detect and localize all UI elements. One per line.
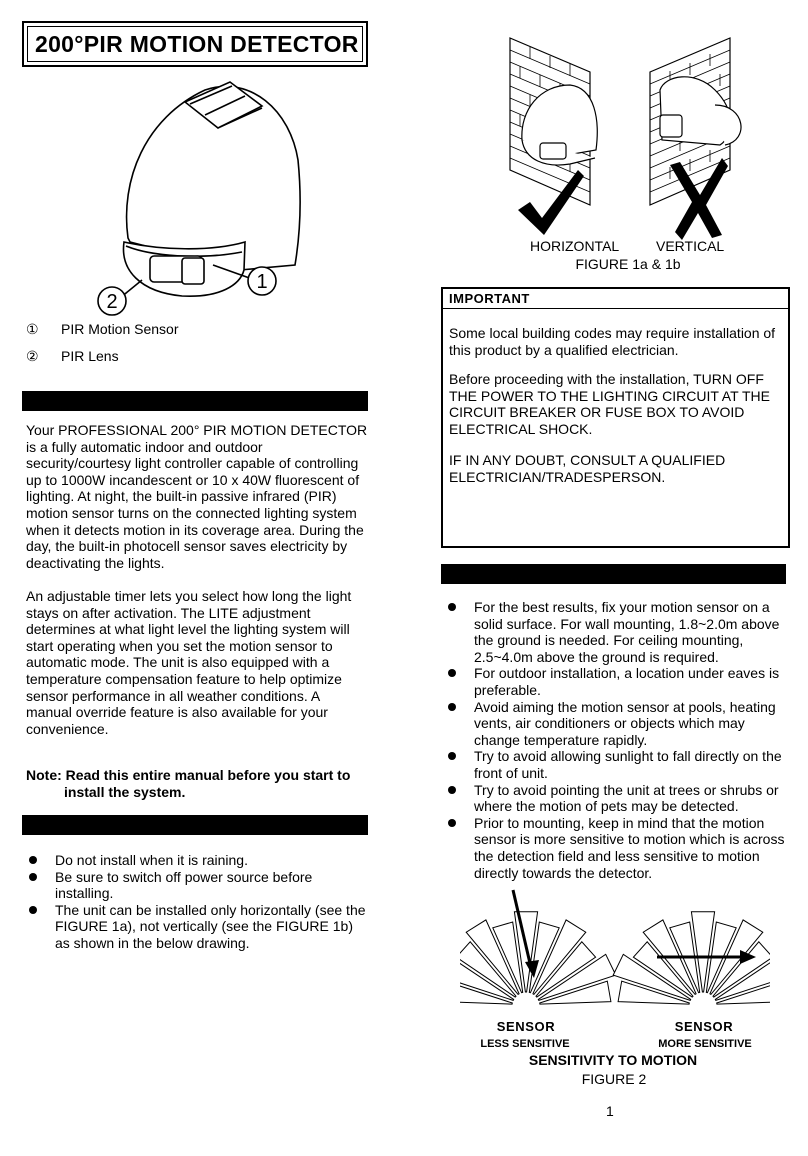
list-item: Try to avoid pointing the unit at trees or shrubs or where the motion of pets may be detected. [441, 782, 787, 815]
more-sensitive-label: MORE SENSITIVE [658, 1038, 752, 1050]
figure-1-caption: FIGURE 1a & 1b [575, 256, 681, 272]
legend-number: ② [26, 348, 39, 364]
list-item: Do not install when it is raining. [22, 852, 368, 869]
list-item: The unit can be installed only horizontally (see the FIGURE 1a), not vertically (see the FIGURE 1b) as shown in the below drawing. [22, 902, 368, 952]
section-bar-location [441, 564, 786, 584]
figure-2-caption: FIGURE 2 [581, 1071, 647, 1087]
note-line1: Read this entire manual before you start to [65, 767, 351, 783]
figure-2-title: SENSITIVITY TO MOTION [528, 1052, 698, 1068]
important-heading: IMPORTANT [443, 289, 788, 309]
figure-1-label-horizontal: HORIZONTAL [530, 238, 620, 254]
figure-2-illustration [460, 888, 770, 1018]
location-bullet-list [441, 599, 787, 881]
sensor-fan-left [460, 912, 616, 1004]
section-bar-introduction [22, 391, 368, 411]
callout-one-label: 1 [256, 271, 268, 293]
product-illustration [90, 70, 320, 320]
figure-1-label-vertical: VERTICAL [656, 238, 725, 254]
intro-paragraph: An adjustable timer lets you select how long the light stays on after activation. The LITE adjustment determines at what light level the lighting system will start operating when you set the motion sensor to automatic mode. The unit is also equipped with a temperature compensation feature to help optimize sensor performance in all weather conditions. A manual override feature is also available for your convenience. [26, 588, 352, 737]
figure-1-illustration [500, 30, 750, 240]
section-bar-installation [22, 815, 368, 835]
legend-item-lens [26, 348, 119, 365]
less-sensitive-label: LESS SENSITIVE [480, 1038, 570, 1050]
intro-paragraph: Your PROFESSIONAL 200° PIR MOTION DETECTOR is a fully automatic indoor and outdoor security/courtesy light controller capable of controlling up to 1000W incandescent or 10 x 40W fluorescent of lighting. At night, the built-in passive infrared (PIR) motion sensor turns on the connected lighting system when it detects motion in its coverage area. During the day, the built-in photocell sensor saves electricity by deactivating the lights. [26, 422, 368, 571]
list-item: For outdoor installation, a location under eaves is preferable. [441, 665, 787, 698]
important-paragraph: Some local building codes may require installation of this product by a qualified electrician. [449, 325, 776, 358]
sensor-label-left: SENSOR [496, 1019, 556, 1034]
important-box [441, 287, 790, 548]
note-prefix: Note: [26, 767, 62, 783]
list-item: For the best results, fix your motion sensor on a solid surface. For wall mounting, 1.8~2.0m above the ground is needed. For ceiling mounting, 2.5~4.0m above the ground is required. [441, 599, 787, 665]
important-paragraph: IF IN ANY DOUBT, CONSULT A QUALIFIED ELECTRICIAN/TRADESPERSON. [449, 452, 726, 485]
legend-label: PIR Lens [61, 348, 119, 364]
document-title: 200°PIR MOTION DETECTOR [27, 26, 363, 62]
list-item: Try to avoid allowing sunlight to fall directly on the front of unit. [441, 748, 787, 781]
callout-two-label: 2 [106, 291, 118, 313]
document-title-box [22, 21, 368, 67]
list-item: Be sure to switch off power source before installing. [22, 869, 368, 902]
note-line2: install the system. [64, 783, 186, 800]
legend-item-sensor [26, 321, 179, 338]
note [26, 767, 368, 800]
legend-label: PIR Motion Sensor [61, 321, 179, 337]
legend-number: ① [26, 321, 39, 337]
list-item: Avoid aiming the motion sensor at pools, heating vents, air conditioners or objects which may change temperature rapidly. [441, 699, 787, 749]
page-number: 1 [606, 1103, 614, 1119]
sensor-label-right: SENSOR [674, 1019, 734, 1034]
list-item: Prior to mounting, keep in mind that the motion sensor is more sensitive to motion which is across the detection field and less sensitive to motion directly towards the detector. [441, 815, 787, 881]
install-bullet-list [22, 852, 368, 952]
important-paragraph: Before proceeding with the installation, TURN OFF THE POWER TO THE LIGHTING CIRCUIT AT THE CIRCUIT BREAKER OR FUSE BOX TO AVOID ELECTRICAL SHOCK. [449, 371, 771, 437]
